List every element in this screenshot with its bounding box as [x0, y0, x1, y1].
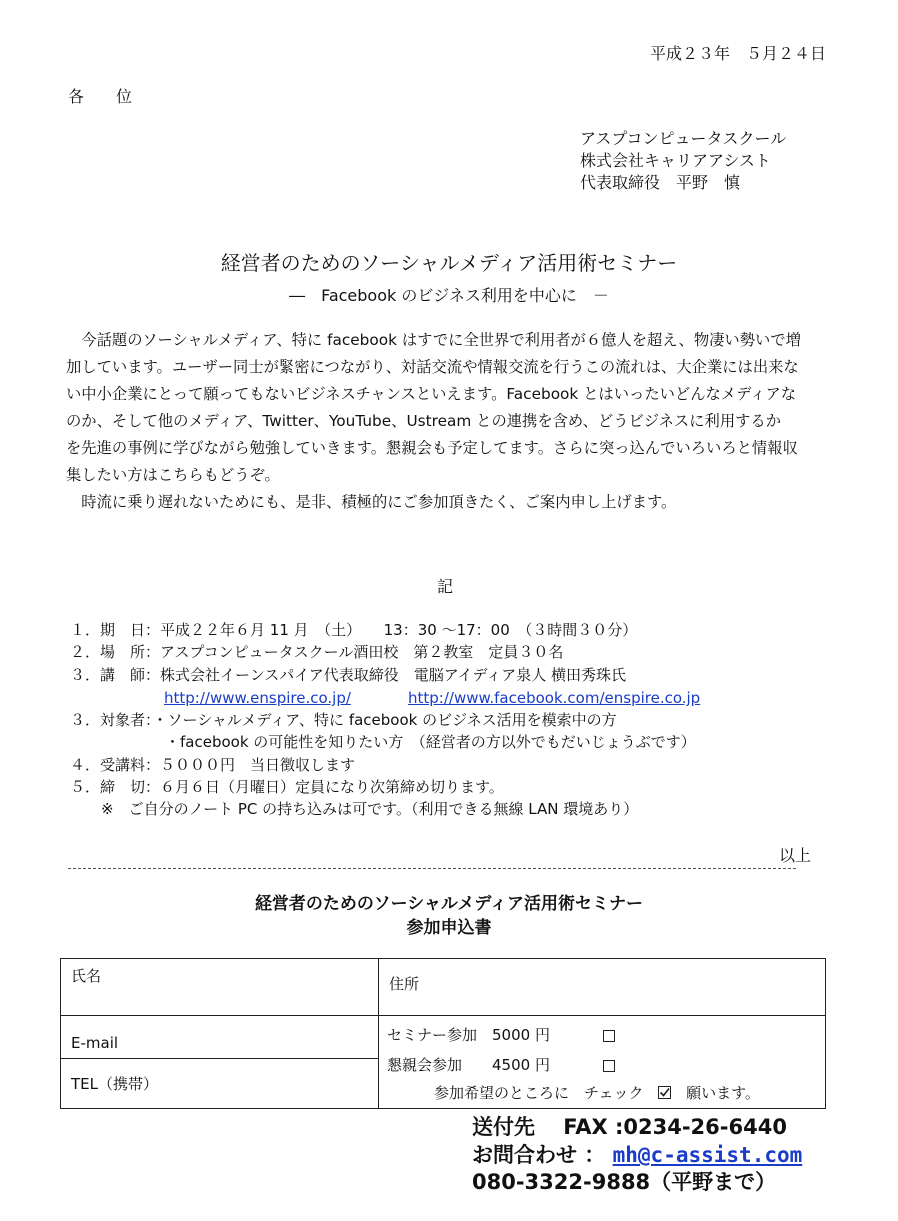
body-line: のか、そして他のメディア、Twitter、YouTube、Ustream との連携を含め、どうビジネスに利用するか — [66, 412, 782, 430]
phone-line: 080-3322-9888（平野まで） — [472, 1170, 777, 1194]
page-title: 経営者のためのソーシャルメディア活用術セミナー — [220, 251, 678, 275]
checked-box-icon — [658, 1085, 671, 1103]
party-checkbox[interactable] — [603, 1060, 615, 1072]
item-place: ２．場 所：アスプコンピュータスクール酒田校 第２教室 定員３０名 — [70, 643, 564, 661]
item-date: １．期 日：平成２２年６月 11 月 （土） 13：30 ～17：00 （３時間３０分） — [70, 621, 638, 639]
form-subtitle: 参加申込書 — [406, 918, 492, 938]
item-deadline: ５．締 切：６月６日（月曜日）定員になり次第締め切ります。 — [70, 778, 504, 796]
seminar-option-label: セミナー参加 5000 円 — [387, 1026, 550, 1044]
item-target-2: ・facebook の可能性を知りたい方 （経営者の方以外でもだいじょうぶです） — [165, 733, 696, 751]
cut-line — [68, 868, 796, 869]
enspire-link[interactable]: http://www.enspire.co.jp/ — [164, 689, 351, 707]
check-note-prefix: 参加希望のところに チェック — [434, 1084, 644, 1102]
options-cell — [379, 1016, 826, 1109]
facebook-link[interactable]: http://www.facebook.com/enspire.co.jp — [408, 689, 701, 707]
body-line: い中小企業にとって願ってもないビジネスチャンスといえます。Facebook とはいったいどんなメディアな — [66, 385, 797, 403]
item-note: ※ ご自分のノート PC の持ち込みは可です。（利用できる無線 LAN 環境あり） — [101, 800, 639, 818]
tel-label: TEL（携帯） — [71, 1075, 158, 1093]
email-cell[interactable] — [61, 1016, 379, 1059]
ijou: 以上 — [779, 846, 812, 865]
check-note — [434, 1082, 760, 1103]
sender-line: 株式会社キャリアアシスト — [580, 151, 771, 170]
inquiry-label: お問合わせ ： — [472, 1143, 606, 1167]
application-form — [60, 958, 826, 1109]
seminar-checkbox[interactable] — [603, 1030, 615, 1042]
form-title: 経営者のためのソーシャルメディア活用術セミナー — [254, 894, 644, 914]
body-line: を先進の事例に学びながら勉強していきます。懇親会も予定してます。さらに突っ込んでいろいろと情報収 — [66, 439, 798, 457]
body-line: 時流に乗り遅れないためにも、是非、積極的にご参加頂きたく、ご案内申し上げます。 — [66, 493, 677, 511]
tel-cell[interactable] — [61, 1059, 379, 1109]
document-date: 平成２３年 ５月２４日 — [650, 44, 827, 63]
name-cell[interactable] — [61, 959, 379, 1016]
address-label: 住所 — [389, 975, 420, 993]
fax-line: 送付先 FAX :0234-26-6440 — [472, 1115, 787, 1139]
item-target: ３．対象者：・ソーシャルメディア、特に facebook のビジネス活用を模索中の方 — [70, 711, 617, 729]
sender-line: アスプコンピュータスクール — [580, 129, 787, 148]
item-lecturer: ３．講 師：株式会社イーンスパイア代表取締役 電脳アイディア泉人 横田秀珠氏 — [70, 666, 627, 684]
party-option — [387, 1054, 615, 1075]
sender-block — [580, 128, 786, 194]
address-cell[interactable] — [379, 959, 826, 1016]
addressee: 各 位 — [68, 87, 133, 106]
body-line: 集したい方はこちらもどうぞ。 — [66, 466, 280, 484]
name-label: 氏名 — [71, 967, 102, 985]
party-option-label: 懇親会参加 4500 円 — [387, 1056, 550, 1074]
body-line: 加しています。ユーザー同士が緊密につながり、対話交流や情報交流を行うこの流れは、大企業には出来な — [66, 358, 799, 376]
seminar-option — [387, 1024, 615, 1045]
email-label: E-mail — [71, 1034, 119, 1052]
body-text — [66, 327, 828, 516]
inquiry-line — [472, 1142, 802, 1169]
contact-email-link[interactable]: mh@c-assist.com — [612, 1143, 803, 1167]
page-subtitle: ― Facebook のビジネス利用を中心に － — [289, 286, 609, 305]
ki-heading: 記 — [437, 577, 454, 596]
sender-line: 代表取締役 平野 慎 — [580, 173, 741, 192]
check-note-suffix: 願います。 — [686, 1084, 760, 1102]
body-line: 今話題のソーシャルメディア、特に facebook はすでに全世界で利用者が６億人を超え、物凄い勢いで増 — [66, 331, 801, 349]
item-fee: ４．受講料：５０００円 当日徴収します — [70, 756, 356, 774]
